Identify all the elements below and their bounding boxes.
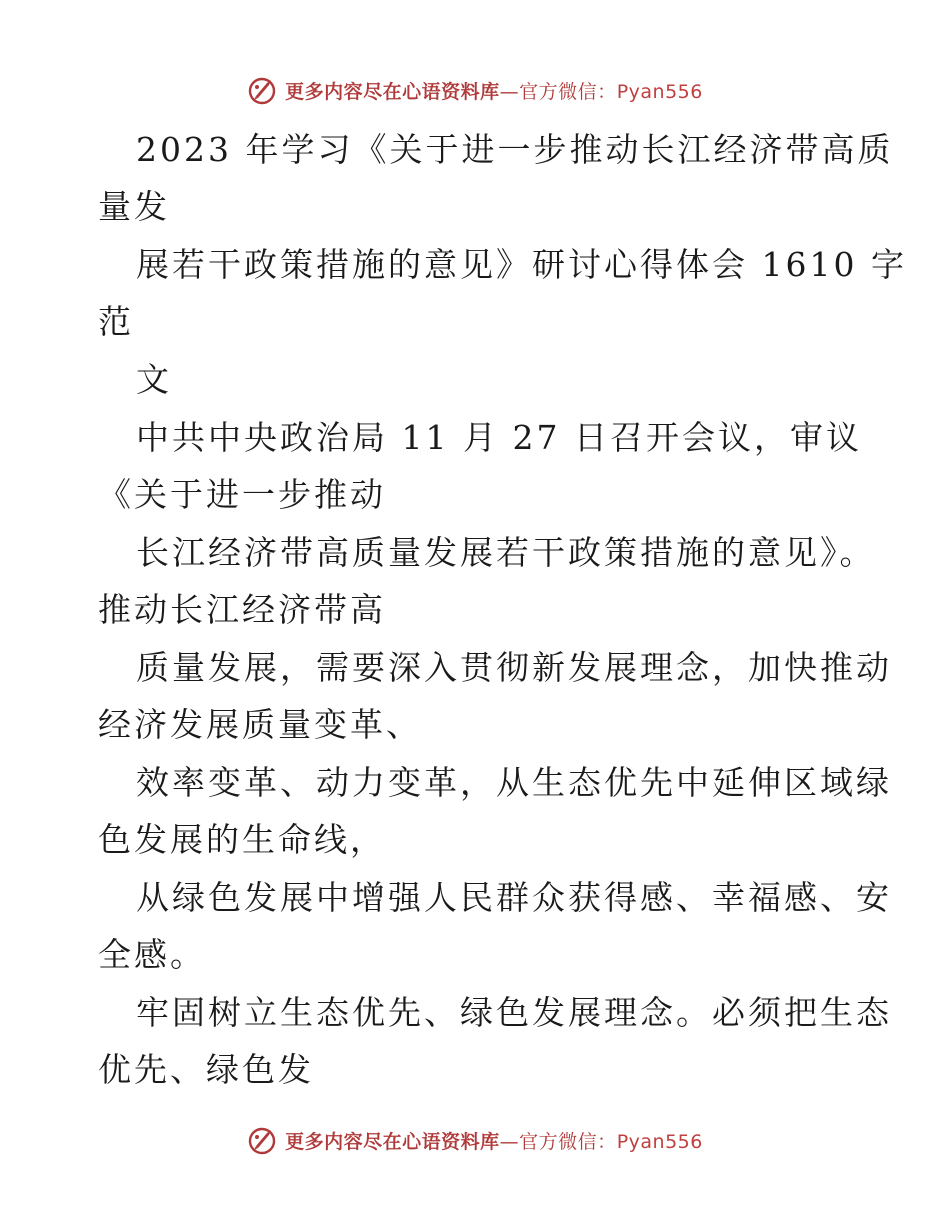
document-line: 经济发展质量变革、 — [98, 705, 422, 744]
document-line: 从绿色发展中增强人民群众获得感、幸福感、安 — [136, 878, 892, 917]
watermark-wechat-label: 官方微信： — [519, 80, 617, 103]
watermark-separator: — — [499, 80, 520, 103]
document-line: 质量发展，需要深入贯彻新发展理念，加快推动 — [136, 648, 892, 687]
quill-pen-logo-icon — [247, 74, 279, 106]
watermark-wechat-id: Pyan556 — [616, 80, 703, 103]
document-line: 中共中央政治局 11 月 27 日召开会议，审议 — [136, 418, 862, 457]
document-line: 长江经济带高质量发展若干政策措施的意见》。 — [136, 533, 876, 572]
document-line: 文 — [136, 360, 172, 399]
document-line: 量发 — [98, 187, 170, 226]
document-line: 范 — [98, 302, 134, 341]
watermark-text — [285, 77, 703, 104]
watermark-main-text: 更多内容尽在心语资料库 — [285, 80, 500, 103]
document-line: 色发展的生命线， — [98, 820, 386, 859]
footer-watermark-banner — [0, 1120, 950, 1160]
document-line: 全感。 — [98, 935, 206, 974]
watermark-wechat-label: 官方微信： — [519, 1130, 617, 1153]
document-line: 效率变革、动力变革，从生态优先中延伸区域绿 — [136, 763, 892, 802]
watermark-separator: — — [499, 1130, 520, 1153]
document-line: 《关于进一步推动 — [98, 475, 386, 514]
document-line: 2023 年学习《关于进一步推动长江经济带高质 — [136, 130, 894, 169]
watermark-main-text: 更多内容尽在心语资料库 — [285, 1130, 500, 1153]
watermark-wechat-id: Pyan556 — [616, 1130, 703, 1153]
document-line: 牢固树立生态优先、绿色发展理念。必须把生态 — [136, 993, 892, 1032]
document-line: 优先、绿色发 — [98, 1050, 314, 1089]
document-line: 推动长江经济带高 — [98, 590, 386, 629]
header-watermark-banner — [0, 70, 950, 110]
quill-pen-logo-icon — [247, 1124, 279, 1156]
watermark-text — [285, 1127, 703, 1154]
document-line: 展若干政策措施的意见》研讨心得体会 1610 字 — [136, 245, 907, 284]
